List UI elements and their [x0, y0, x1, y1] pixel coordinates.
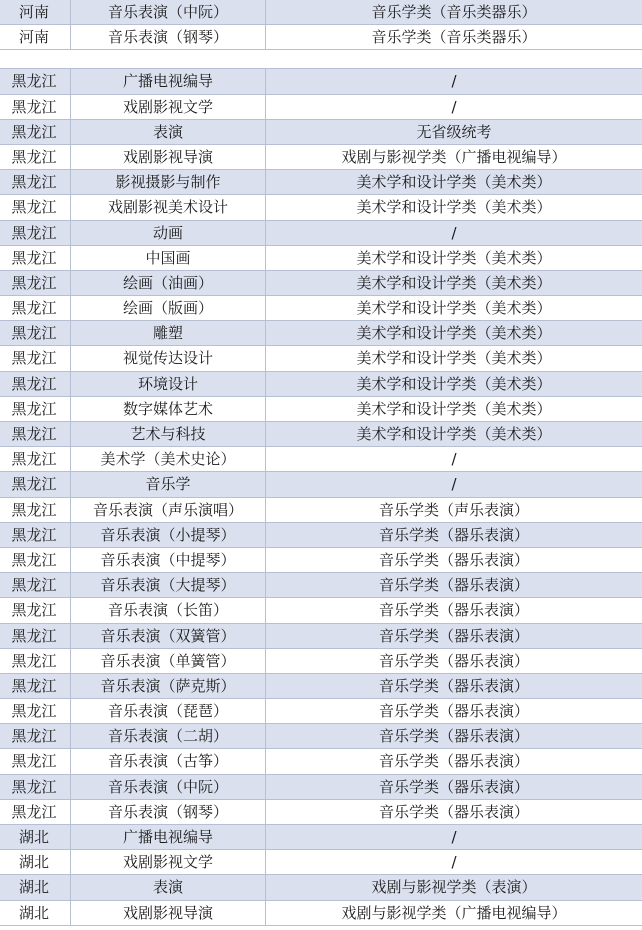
- major-cell: 音乐表演（双簧管）: [71, 624, 266, 648]
- major-cell: 戏剧影视文学: [71, 850, 266, 874]
- category-cell: 音乐学类（器乐表演）: [378, 550, 529, 569]
- category-cell: 美术学和设计学类（美术类）: [356, 349, 552, 368]
- major-cell: 戏剧影视导演: [71, 901, 266, 925]
- table-row: [0, 624, 642, 649]
- category-cell: /: [451, 853, 457, 872]
- table-row: [0, 523, 642, 548]
- category-cell: 音乐学类（器乐表演）: [378, 525, 529, 544]
- major-cell: 广播电视编导: [71, 69, 266, 93]
- table-row: [0, 0, 642, 25]
- major-cell: 数字媒体艺术: [71, 397, 266, 421]
- category-cell: 音乐学类（器乐表演）: [378, 601, 529, 620]
- major-cell: 音乐表演（中阮）: [71, 0, 266, 24]
- table-row: [0, 498, 642, 523]
- major-cell: 广播电视编导: [71, 825, 266, 849]
- table-row: [0, 422, 642, 447]
- major-cell: 美术学（美术史论）: [71, 447, 266, 471]
- table-row: [0, 145, 642, 170]
- table-row: [0, 850, 642, 875]
- province-cell: 湖北: [0, 875, 71, 899]
- major-cell: 环境设计: [71, 372, 266, 396]
- category-cell: 音乐学类（器乐表演）: [378, 626, 529, 645]
- major-cell: 音乐表演（大提琴）: [71, 573, 266, 597]
- major-cell: 音乐学: [71, 472, 266, 496]
- category-cell: 戏剧与影视学类（广播电视编导）: [341, 903, 567, 922]
- category-cell: /: [451, 223, 457, 242]
- table-row: [0, 573, 642, 598]
- province-cell: 黑龙江: [0, 472, 71, 496]
- major-cell: 动画: [71, 221, 266, 245]
- table-row: [0, 548, 642, 573]
- province-cell: 黑龙江: [0, 397, 71, 421]
- major-cell: 中国画: [71, 246, 266, 270]
- province-cell: 黑龙江: [0, 271, 71, 295]
- table-row: [0, 749, 642, 774]
- category-cell: /: [451, 475, 457, 494]
- table-row: [0, 397, 642, 422]
- category-cell: 美术学和设计学类（美术类）: [356, 399, 552, 418]
- category-cell: 音乐学类（器乐表演）: [378, 727, 529, 746]
- province-cell: 黑龙江: [0, 699, 71, 723]
- category-cell: 音乐学类（器乐表演）: [378, 802, 529, 821]
- province-cell: 黑龙江: [0, 296, 71, 320]
- province-cell: 黑龙江: [0, 422, 71, 446]
- category-cell: 音乐学类（器乐表演）: [378, 651, 529, 670]
- table-row: [0, 674, 642, 699]
- table-row: [0, 221, 642, 246]
- province-cell: 黑龙江: [0, 624, 71, 648]
- table-row: [0, 195, 642, 220]
- major-cell: 音乐表演（长笛）: [71, 598, 266, 622]
- major-cell: 影视摄影与制作: [71, 170, 266, 194]
- major-cell: 雕塑: [71, 321, 266, 345]
- province-cell: 河南: [0, 0, 71, 24]
- major-cell: 绘画（版画）: [71, 296, 266, 320]
- table-row: [0, 598, 642, 623]
- category-cell: 美术学和设计学类（美术类）: [356, 198, 552, 217]
- major-cell: 绘画（油画）: [71, 271, 266, 295]
- major-cell: 视觉传达设计: [71, 346, 266, 370]
- category-cell: 美术学和设计学类（美术类）: [356, 173, 552, 192]
- province-cell: 湖北: [0, 850, 71, 874]
- category-cell: 美术学和设计学类（美术类）: [356, 374, 552, 393]
- province-cell: 黑龙江: [0, 724, 71, 748]
- category-cell: 音乐学类（器乐表演）: [378, 576, 529, 595]
- category-cell: 美术学和设计学类（美术类）: [356, 425, 552, 443]
- table-row: [0, 346, 642, 371]
- table-row: [0, 246, 642, 271]
- province-cell: 黑龙江: [0, 447, 71, 471]
- province-cell: 黑龙江: [0, 246, 71, 270]
- province-cell: 黑龙江: [0, 372, 71, 396]
- table-row: [0, 699, 642, 724]
- table-row: [0, 472, 642, 497]
- major-cell: 戏剧影视美术设计: [71, 195, 266, 219]
- major-cell: 艺术与科技: [71, 422, 266, 446]
- province-cell: 黑龙江: [0, 69, 71, 93]
- category-cell: 音乐学类（器乐表演）: [378, 752, 529, 771]
- province-cell: 黑龙江: [0, 170, 71, 194]
- category-cell: /: [451, 828, 457, 846]
- category-cell: 音乐学类（声乐表演）: [378, 500, 529, 519]
- major-cell: 音乐表演（中阮）: [71, 775, 266, 799]
- province-cell: 黑龙江: [0, 649, 71, 673]
- table-row: [0, 170, 642, 195]
- category-cell: /: [451, 97, 457, 116]
- table-row: [0, 120, 642, 145]
- province-cell: 黑龙江: [0, 321, 71, 345]
- major-cell: 音乐表演（萨克斯）: [71, 674, 266, 698]
- category-cell: 音乐学类（器乐表演）: [378, 676, 529, 695]
- category-cell: 美术学和设计学类（美术类）: [356, 324, 552, 343]
- province-cell: 湖北: [0, 901, 71, 925]
- table-row: [0, 372, 642, 397]
- province-cell: 黑龙江: [0, 221, 71, 245]
- province-cell: 黑龙江: [0, 95, 71, 119]
- major-cell: 表演: [71, 875, 266, 899]
- major-cell: 音乐表演（小提琴）: [71, 523, 266, 547]
- category-cell: 美术学和设计学类（美术类）: [356, 248, 552, 267]
- category-cell: 音乐学类（器乐表演）: [378, 777, 529, 796]
- table-gap-row: [0, 50, 642, 69]
- province-cell: 黑龙江: [0, 800, 71, 824]
- province-cell: 黑龙江: [0, 775, 71, 799]
- major-cell: 音乐表演（声乐演唱）: [71, 498, 266, 522]
- major-cell: 戏剧影视导演: [71, 145, 266, 169]
- province-cell: 黑龙江: [0, 498, 71, 522]
- province-cell: 黑龙江: [0, 523, 71, 547]
- table-row: [0, 649, 642, 674]
- category-cell: 无省级统考: [416, 122, 492, 141]
- province-cell: 黑龙江: [0, 120, 71, 144]
- category-cell: /: [451, 450, 457, 469]
- major-cell: 音乐表演（钢琴）: [71, 25, 266, 49]
- table-row: [0, 296, 642, 321]
- category-cell: 戏剧与影视学类（表演）: [371, 878, 537, 897]
- province-cell: 黑龙江: [0, 145, 71, 169]
- province-cell: 湖北: [0, 825, 71, 849]
- province-cell: 黑龙江: [0, 346, 71, 370]
- major-cell: 音乐表演（二胡）: [71, 724, 266, 748]
- major-cell: 音乐表演（中提琴）: [71, 548, 266, 572]
- category-cell: 音乐学类（器乐表演）: [378, 702, 529, 721]
- table-row: [0, 95, 642, 120]
- category-cell: 音乐学类（音乐类器乐）: [371, 3, 537, 21]
- table-row: [0, 901, 642, 926]
- table-row: [0, 724, 642, 749]
- major-cell: 音乐表演（琵琶）: [71, 699, 266, 723]
- category-cell: 美术学和设计学类（美术类）: [356, 299, 552, 318]
- major-cell: 音乐表演（单簧管）: [71, 649, 266, 673]
- major-cell: 表演: [71, 120, 266, 144]
- province-cell: 黑龙江: [0, 749, 71, 773]
- province-cell: 黑龙江: [0, 548, 71, 572]
- province-cell: 黑龙江: [0, 573, 71, 597]
- table-row: [0, 69, 642, 94]
- table-row: [0, 825, 642, 850]
- category-cell: 戏剧与影视学类（广播电视编导）: [341, 147, 567, 166]
- table-row: [0, 775, 642, 800]
- province-cell: 黑龙江: [0, 598, 71, 622]
- table-row: [0, 321, 642, 346]
- province-cell: 黑龙江: [0, 674, 71, 698]
- table-row: [0, 875, 642, 900]
- major-cell: 戏剧影视文学: [71, 95, 266, 119]
- table-row: [0, 447, 642, 472]
- table-row: [0, 25, 642, 50]
- category-cell: 音乐学类（音乐类器乐）: [371, 28, 537, 47]
- category-cell: 美术学和设计学类（美术类）: [356, 273, 552, 292]
- province-cell: 黑龙江: [0, 195, 71, 219]
- table-row: [0, 800, 642, 825]
- category-cell: /: [451, 72, 457, 91]
- province-cell: 河南: [0, 25, 71, 49]
- major-cell: 音乐表演（古筝）: [71, 749, 266, 773]
- major-cell: 音乐表演（钢琴）: [71, 800, 266, 824]
- table-row: [0, 271, 642, 296]
